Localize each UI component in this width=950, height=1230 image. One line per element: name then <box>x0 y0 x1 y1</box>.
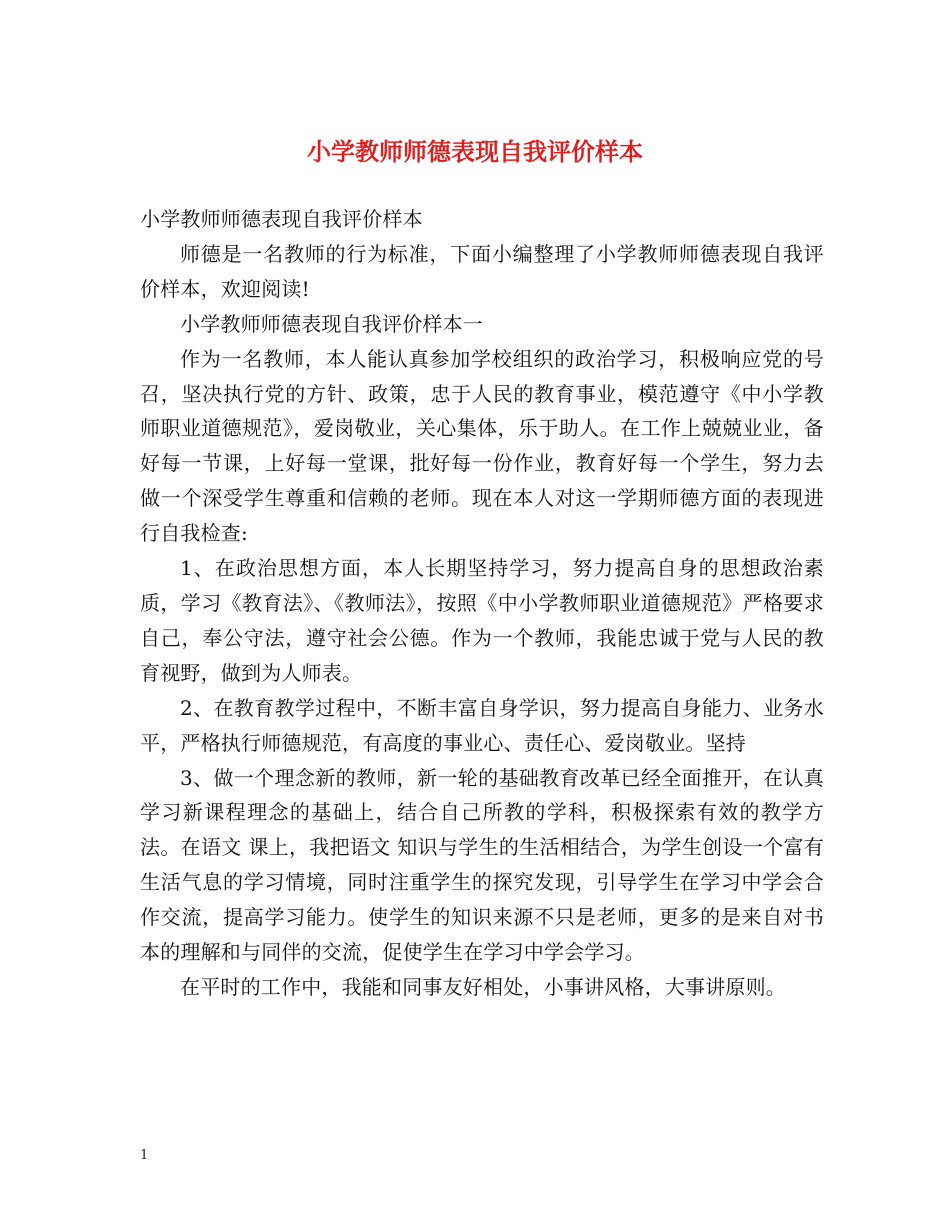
document-title: 小学教师师德表现自我评价样本 <box>307 137 643 166</box>
document-body <box>140 202 824 1005</box>
paragraph-overview: 作为一名教师，本人能认真参加学校组织的政治学习，积极响应党的号召，坚决执行党的方针、政策，忠于人民的教育事业，模范遵守《中小学教师职业道德规范》，爱岗敬业，关心集体，乐于助人。在工作上兢兢业业，备好每一节课，上好每一堂课，批好每一份作业，教育好每一个学生，努力去做一个深受学生尊重和信赖的老师。现在本人对这一学期师德方面的表现进行自我检查: <box>140 346 824 546</box>
paragraph-intro: 师德是一名教师的行为标准，下面小编整理了小学教师师德表现自我评价样本，欢迎阅读! <box>140 241 824 301</box>
paragraph-section-title: 小学教师师德表现自我评价样本一 <box>180 311 483 336</box>
paragraph-point-3: 3、做一个理念新的教师，新一轮的基础教育改革已经全面推开，在认真学习新课程理念的基础上，结合自己所教的学科，积极探索有效的教学方法。在语文 课上，我把语文 知识与学生的生活相结合，为学生创设一个富有生活气息的学习情境，同时注重学生的探究发现，引导学生在学习中学会合作交流，提高学习能力。使学生的知识来源不只是老师，更多的是来自对书本的理解和与同伴的交流，促使学生在学习中学会学习。 <box>140 765 824 965</box>
paragraph-point-2: 2、在教育教学过程中，不断丰富自身学识，努力提高自身能力、业务水平，严格执行师德规范，有高度的事业心、责任心、爱岗敬业。坚持 <box>140 695 824 755</box>
paragraph-heading: 小学教师师德表现自我评价样本 <box>140 207 423 231</box>
paragraph-point-1: 1、在政治思想方面，本人长期坚持学习，努力提高自身的思想政治素质，学习《教育法》、《教师法》，按照《中小学教师职业道德规范》严格要求自己，奉公守法，遵守社会公德。作为一个教师，我能忠诚于党与人民的教育视野，做到为人师表。 <box>140 556 824 685</box>
paragraph-daily-work: 在平时的工作中，我能和同事友好相处，小事讲风格，大事讲原则。 <box>180 974 786 999</box>
page-number: 1 <box>140 1148 149 1163</box>
